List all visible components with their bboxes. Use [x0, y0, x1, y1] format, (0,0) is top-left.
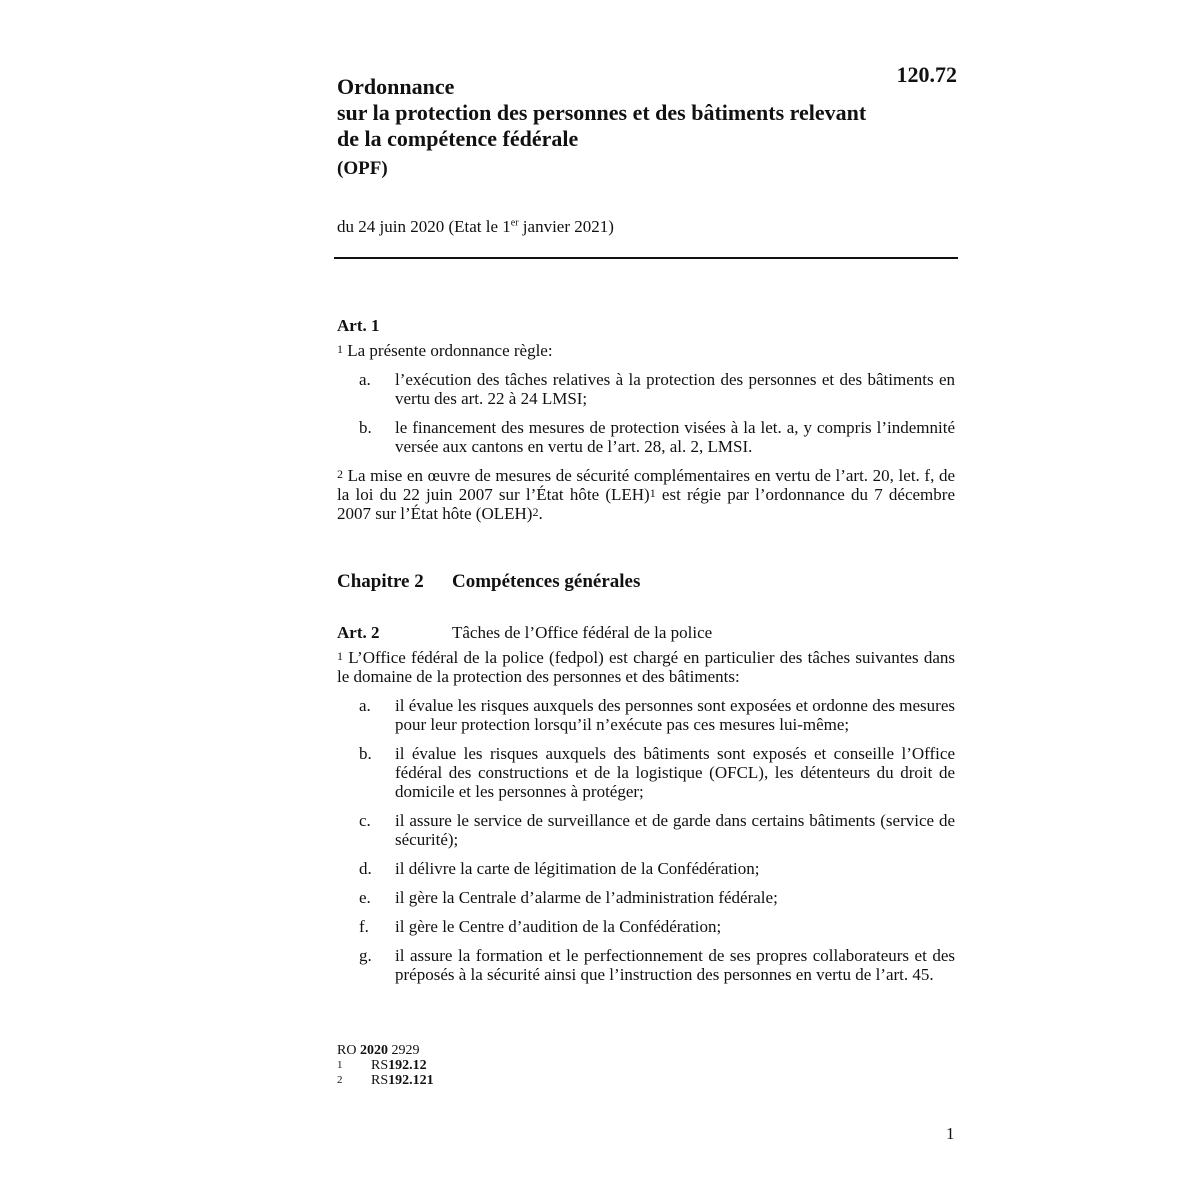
list-item: a. il évalue les risques auxquels des personnes sont exposées et ordonne des mesures pour leur protection lorsqu’il n’exécute pas ces mesures lui-même; — [359, 696, 955, 734]
list-item: c. il assure le service de surveillance et de garde dans certains bâtiments (service de sécurité); — [359, 811, 955, 849]
footnote: 1 RS 192.12 — [337, 1058, 427, 1073]
document-abbreviation: (OPF) — [337, 158, 388, 179]
document-date: du 24 juin 2020 (Etat le 1er janvier 2021) — [337, 217, 614, 236]
article-title: Tâches de l’Office fédéral de la police — [452, 623, 713, 642]
paragraph: $^1$ La présente ordonnance règle: — [337, 341, 553, 360]
title-line: Ordonnance — [337, 74, 455, 99]
list-item: b. il évalue les risques auxquels des bâtiments sont exposés et conseille l’Office fédéral des constructions et de la logistique (OFCL), les détenteurs du droit de domicile et les personnes à protéger; — [359, 744, 955, 801]
official-collection-ref: RO 2020 2929 — [337, 1043, 420, 1058]
title-divider — [334, 257, 958, 259]
list-item: d. il délivre la carte de légitimation de la Confédération; — [359, 859, 760, 878]
list-item: f. il gère le Centre d’audition de la Confédération; — [359, 917, 722, 936]
footnote: 2 RS 192.121 — [337, 1073, 434, 1088]
list-item: a. l’exécution des tâches relatives à la protection des personnes et des bâtiments en vertu des art. 22 à 24 LMSI; — [359, 370, 955, 408]
document-number: 120.72 — [896, 62, 957, 87]
list-item: g. il assure la formation et le perfectionnement de ses propres collaborateurs et des préposés à la sécurité ainsi que l’instruction des personnes en vertu de l’art. 45. — [359, 946, 955, 984]
article-label: Art. 2 — [337, 623, 380, 642]
list-item: e. il gère la Centrale d’alarme de l’administration fédérale; — [359, 888, 778, 907]
article-heading: Art. 1 — [337, 316, 380, 335]
footnotes — [337, 1043, 434, 1088]
chapter-title: Compétences générales — [452, 571, 641, 592]
chapter-heading — [337, 572, 955, 591]
chapter-label: Chapitre 2 — [337, 571, 424, 592]
article-2 — [337, 623, 955, 984]
article-1 — [337, 316, 955, 523]
document-page — [337, 60, 957, 1088]
paragraph: $^2$ La mise en œuvre de mesures de sécurité complémentaires en vertu de l’art. 20, let. f, de la loi du 22 juin 2007 sur l’État hôte (LEH)$^1$ est régie par l’ordonnance du 7 décembre 2007 sur l’État hôte (OLEH)$^2$. — [337, 466, 955, 523]
document-title — [337, 60, 957, 152]
list-item: b. le financement des mesures de protection visées à la let. a, y compris l’indemnité versée aux cantons en vertu de l’art. 28, al. 2, LMSI. — [359, 418, 955, 456]
paragraph: $^1$ L’Office fédéral de la police (fedpol) est chargé en particulier des tâches suivantes dans le domaine de la protection des personnes et des bâtiments: — [337, 648, 955, 686]
title-line: sur la protection des personnes et des bâtiments relevant — [337, 100, 867, 125]
page-number: 1 — [946, 1124, 955, 1143]
title-line: de la compétence fédérale — [337, 126, 579, 151]
